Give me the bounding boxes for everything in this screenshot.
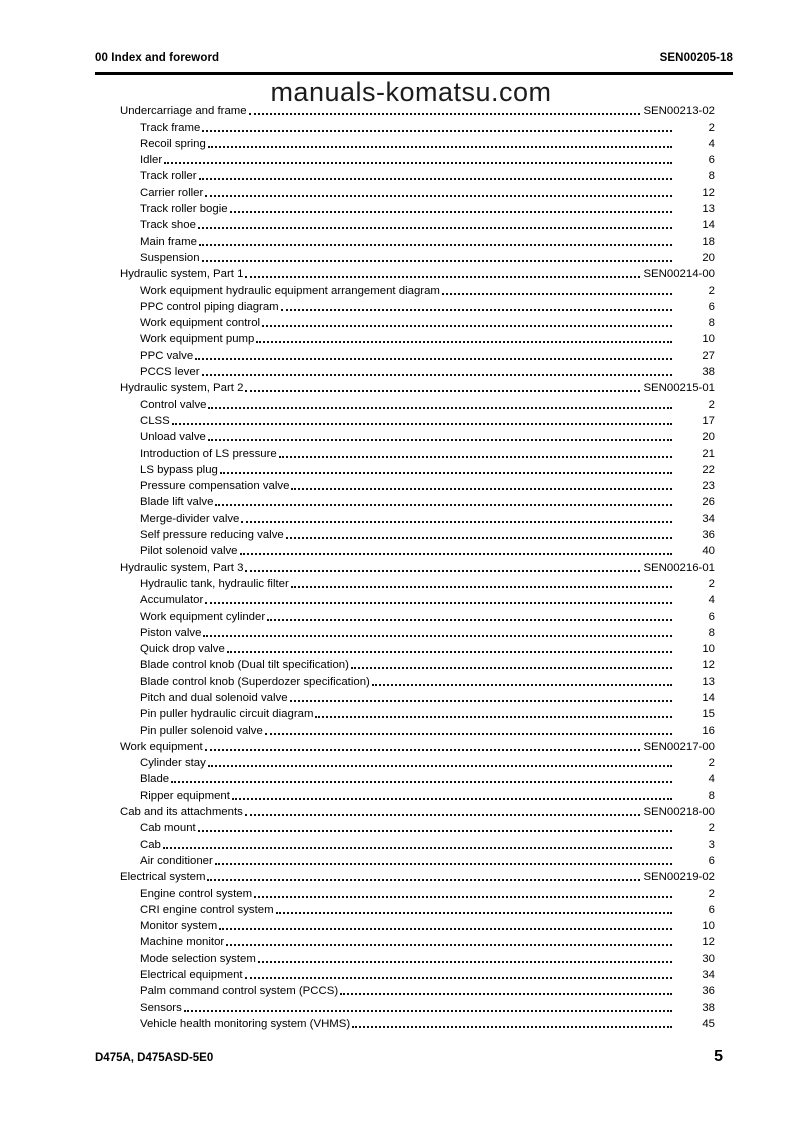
item-label: Accumulator	[140, 594, 204, 607]
section-code: SEN00214-00	[643, 268, 715, 281]
item-page: 10	[702, 920, 715, 933]
item-label: Merge-divider valve	[140, 512, 240, 525]
dots-leader	[245, 276, 640, 278]
toc-section-row	[120, 558, 715, 574]
item-label: Blade	[140, 773, 170, 786]
item-label: Recoil spring	[140, 137, 206, 150]
toc-item-row	[120, 298, 715, 314]
dots-leader	[267, 619, 672, 621]
item-page: 36	[702, 529, 715, 542]
footer-model: D475A, D475ASD-5E0	[95, 1052, 214, 1064]
item-page: 8	[708, 170, 715, 183]
dots-leader	[184, 1010, 672, 1012]
toc-section-row	[120, 803, 715, 819]
item-page: 6	[708, 610, 715, 623]
dots-leader	[245, 390, 640, 392]
dots-leader	[265, 733, 672, 735]
section-title: Work equipment	[120, 740, 203, 753]
toc-item-row	[120, 281, 715, 297]
item-label: Track roller	[140, 170, 197, 183]
dots-leader	[245, 977, 672, 979]
item-label: Carrier roller	[140, 186, 204, 199]
section-title: Hydraulic system, Part 1	[120, 268, 244, 281]
dots-leader	[256, 341, 672, 343]
toc-item-row	[120, 607, 715, 623]
item-label: Monitor system	[140, 920, 218, 933]
toc-item-row	[120, 819, 715, 835]
dots-leader	[442, 293, 672, 295]
dots-leader	[171, 781, 672, 783]
item-label: Air conditioner	[140, 854, 213, 867]
page-footer	[95, 1048, 733, 1066]
toc-item-row	[120, 330, 715, 346]
section-code: SEN00217-00	[643, 740, 715, 753]
item-label: PPC control piping diagram	[140, 300, 279, 313]
toc-item-row	[120, 966, 715, 982]
dots-leader	[245, 570, 640, 572]
dots-leader	[172, 423, 672, 425]
item-label: Cab mount	[140, 822, 196, 835]
dots-leader	[290, 700, 672, 702]
dots-leader	[198, 830, 672, 832]
toc-item-row	[120, 884, 715, 900]
dots-leader	[240, 553, 672, 555]
item-page: 2	[708, 822, 715, 835]
item-page: 10	[702, 643, 715, 656]
item-label: Blade lift valve	[140, 496, 214, 509]
toc-item-row	[120, 444, 715, 460]
item-page: 2	[708, 398, 715, 411]
item-page: 4	[708, 773, 715, 786]
item-label: Main frame	[140, 235, 197, 248]
item-page: 20	[702, 431, 715, 444]
toc-item-row	[120, 672, 715, 688]
item-label: CLSS	[140, 414, 170, 427]
toc-item-row	[120, 624, 715, 640]
header-doc-code: SEN00205-18	[659, 52, 733, 64]
section-code: SEN00213-02	[643, 105, 715, 118]
item-label: Vehicle health monitoring system (VHMS)	[140, 1017, 351, 1030]
dots-leader	[258, 961, 672, 963]
item-page: 15	[702, 708, 715, 721]
toc-item-row	[120, 640, 715, 656]
toc-item-row	[120, 135, 715, 151]
section-code: SEN00218-00	[643, 806, 715, 819]
item-label: PPC valve	[140, 349, 194, 362]
item-label: Ripper equipment	[140, 789, 230, 802]
item-page: 4	[708, 137, 715, 150]
item-label: Introduction of LS pressure	[140, 447, 277, 460]
item-page: 6	[708, 300, 715, 313]
toc-item-row	[120, 754, 715, 770]
item-label: Pin puller solenoid valve	[140, 724, 263, 737]
section-code: SEN00215-01	[643, 382, 715, 395]
item-page: 22	[702, 463, 715, 476]
item-page: 2	[708, 121, 715, 134]
header-rule	[95, 72, 733, 75]
dots-leader	[315, 716, 672, 718]
dots-leader	[230, 211, 672, 213]
item-page: 45	[702, 1017, 715, 1030]
toc-item-row	[120, 656, 715, 672]
toc-item-row	[120, 705, 715, 721]
toc-item-row	[120, 852, 715, 868]
toc-item-row	[120, 982, 715, 998]
dots-leader	[281, 309, 672, 311]
item-label: Quick drop valve	[140, 643, 225, 656]
toc-item-row	[120, 786, 715, 802]
item-label: Suspension	[140, 251, 200, 264]
toc-item-row	[120, 477, 715, 493]
dots-leader	[352, 1026, 672, 1028]
toc-item-row	[120, 933, 715, 949]
item-label: PCCS lever	[140, 366, 200, 379]
item-page: 13	[702, 675, 715, 688]
item-label: Idler	[140, 154, 163, 167]
dots-leader	[198, 227, 672, 229]
dots-leader	[205, 749, 641, 751]
item-label: Pressure compensation valve	[140, 480, 290, 493]
toc-item-row	[120, 395, 715, 411]
dots-leader	[208, 407, 672, 409]
item-page: 38	[702, 1001, 715, 1014]
item-page: 2	[708, 577, 715, 590]
toc-item-row	[120, 998, 715, 1014]
dots-leader	[291, 488, 672, 490]
item-page: 38	[702, 366, 715, 379]
toc-item-row	[120, 770, 715, 786]
item-page: 6	[708, 903, 715, 916]
section-title: Electrical system	[120, 871, 206, 884]
item-label: Pitch and dual solenoid valve	[140, 691, 288, 704]
item-label: Machine monitor	[140, 936, 225, 949]
item-label: Hydraulic tank, hydraulic filter	[140, 577, 289, 590]
toc-item-row	[120, 1015, 715, 1031]
item-page: 10	[702, 333, 715, 346]
item-page: 18	[702, 235, 715, 248]
toc-item-row	[120, 314, 715, 330]
footer-page-number: 5	[714, 1048, 723, 1065]
dots-leader	[199, 244, 672, 246]
dots-leader	[207, 879, 640, 881]
item-label: Work equipment hydraulic equipment arrangement diagram	[140, 284, 440, 297]
dots-leader	[232, 798, 672, 800]
item-label: Piston valve	[140, 626, 202, 639]
item-page: 34	[702, 969, 715, 982]
item-label: Blade control knob (Superdozer specification)	[140, 675, 370, 688]
dots-leader	[215, 863, 672, 865]
section-code: SEN00216-01	[643, 561, 715, 574]
item-page: 23	[702, 480, 715, 493]
item-page: 40	[702, 545, 715, 558]
dots-leader	[202, 374, 672, 376]
dots-leader	[254, 896, 672, 898]
section-title: Cab and its attachments	[120, 806, 243, 819]
toc-item-row	[120, 216, 715, 232]
dots-leader	[205, 602, 672, 604]
dots-leader	[286, 537, 672, 539]
dots-leader	[195, 358, 672, 360]
dots-leader	[215, 504, 672, 506]
item-page: 34	[702, 512, 715, 525]
dots-leader	[203, 635, 672, 637]
dots-leader	[262, 325, 672, 327]
item-page: 20	[702, 251, 715, 264]
dots-leader	[208, 765, 672, 767]
dots-leader	[351, 667, 672, 669]
item-label: Engine control system	[140, 887, 253, 900]
toc-item-row	[120, 118, 715, 134]
item-page: 13	[702, 203, 715, 216]
toc-item-row	[120, 412, 715, 428]
dots-leader	[276, 912, 672, 914]
item-label: Work equipment control	[140, 317, 261, 330]
item-page: 14	[702, 691, 715, 704]
item-page: 36	[702, 985, 715, 998]
item-page: 3	[708, 838, 715, 851]
toc-item-row	[120, 200, 715, 216]
page-header	[95, 52, 733, 64]
dots-leader	[208, 439, 672, 441]
dots-leader	[227, 651, 672, 653]
toc-item-row	[120, 151, 715, 167]
dots-leader	[220, 472, 672, 474]
item-label: Pilot solenoid valve	[140, 545, 238, 558]
toc-item-row	[120, 346, 715, 362]
dots-leader	[219, 928, 672, 930]
item-page: 16	[702, 724, 715, 737]
item-label: Work equipment cylinder	[140, 610, 266, 623]
item-label: Unload valve	[140, 431, 206, 444]
toc-item-row	[120, 232, 715, 248]
item-page: 2	[708, 284, 715, 297]
item-page: 12	[702, 936, 715, 949]
item-page: 21	[702, 447, 715, 460]
toc-item-row	[120, 575, 715, 591]
item-page: 2	[708, 757, 715, 770]
toc-item-row	[120, 591, 715, 607]
toc-item-row	[120, 901, 715, 917]
item-page: 14	[702, 219, 715, 232]
item-label: Track shoe	[140, 219, 196, 232]
item-label: Sensors	[140, 1001, 182, 1014]
item-label: LS bypass plug	[140, 463, 218, 476]
toc-item-row	[120, 689, 715, 705]
toc-item-row	[120, 526, 715, 542]
watermark-text: manuals-komatsu.com	[270, 77, 552, 107]
section-code: SEN00219-02	[643, 871, 715, 884]
dots-leader	[372, 684, 672, 686]
toc-item-row	[120, 249, 715, 265]
dots-leader	[202, 130, 672, 132]
section-title: Hydraulic system, Part 3	[120, 561, 244, 574]
toc	[120, 102, 715, 1031]
item-page: 26	[702, 496, 715, 509]
section-title: Undercarriage and frame	[120, 105, 247, 118]
toc-section-row	[120, 738, 715, 754]
item-label: Control valve	[140, 398, 207, 411]
item-page: 6	[708, 854, 715, 867]
toc-item-row	[120, 721, 715, 737]
toc-item-row	[120, 509, 715, 525]
header-doc-category: 00 Index and foreword	[95, 52, 220, 64]
dots-leader	[279, 456, 672, 458]
item-label: Track roller bogie	[140, 203, 228, 216]
toc-item-row	[120, 167, 715, 183]
dots-leader	[205, 195, 672, 197]
toc-item-row	[120, 461, 715, 477]
item-page: 8	[708, 789, 715, 802]
dots-leader	[340, 993, 672, 995]
dots-leader	[241, 521, 672, 523]
item-page: 27	[702, 349, 715, 362]
dots-leader	[249, 113, 641, 115]
item-page: 12	[702, 186, 715, 199]
dots-leader	[208, 146, 672, 148]
item-label: Electrical equipment	[140, 969, 243, 982]
toc-item-row	[120, 949, 715, 965]
item-label: CRI engine control system	[140, 903, 274, 916]
dots-leader	[226, 944, 672, 946]
item-label: Palm command control system (PCCS)	[140, 985, 339, 998]
toc-item-row	[120, 917, 715, 933]
dots-leader	[199, 178, 672, 180]
dots-leader	[163, 847, 672, 849]
item-page: 4	[708, 594, 715, 607]
item-label: Track frame	[140, 121, 201, 134]
item-page: 8	[708, 317, 715, 330]
item-label: Self pressure reducing valve	[140, 529, 284, 542]
toc-section-row	[120, 265, 715, 281]
item-page: 8	[708, 626, 715, 639]
dots-leader	[291, 586, 672, 588]
item-label: Pin puller hydraulic circuit diagram	[140, 708, 314, 721]
dots-leader	[164, 162, 672, 164]
item-page: 12	[702, 659, 715, 672]
item-label: Cylinder stay	[140, 757, 206, 770]
toc-item-row	[120, 183, 715, 199]
item-label: Cab	[140, 838, 161, 851]
item-label: Blade control knob (Dual tilt specification)	[140, 659, 349, 672]
toc-item-row	[120, 835, 715, 851]
toc-item-row	[120, 428, 715, 444]
section-title: Hydraulic system, Part 2	[120, 382, 244, 395]
dots-leader	[245, 814, 641, 816]
item-page: 2	[708, 887, 715, 900]
item-page: 30	[702, 952, 715, 965]
toc-item-row	[120, 363, 715, 379]
toc-item-row	[120, 542, 715, 558]
toc-section-row	[120, 868, 715, 884]
toc-item-row	[120, 493, 715, 509]
toc-section-row	[120, 379, 715, 395]
dots-leader	[202, 260, 672, 262]
item-page: 17	[702, 414, 715, 427]
item-label: Mode selection system	[140, 952, 256, 965]
item-page: 6	[708, 154, 715, 167]
item-label: Work equipment pump	[140, 333, 255, 346]
